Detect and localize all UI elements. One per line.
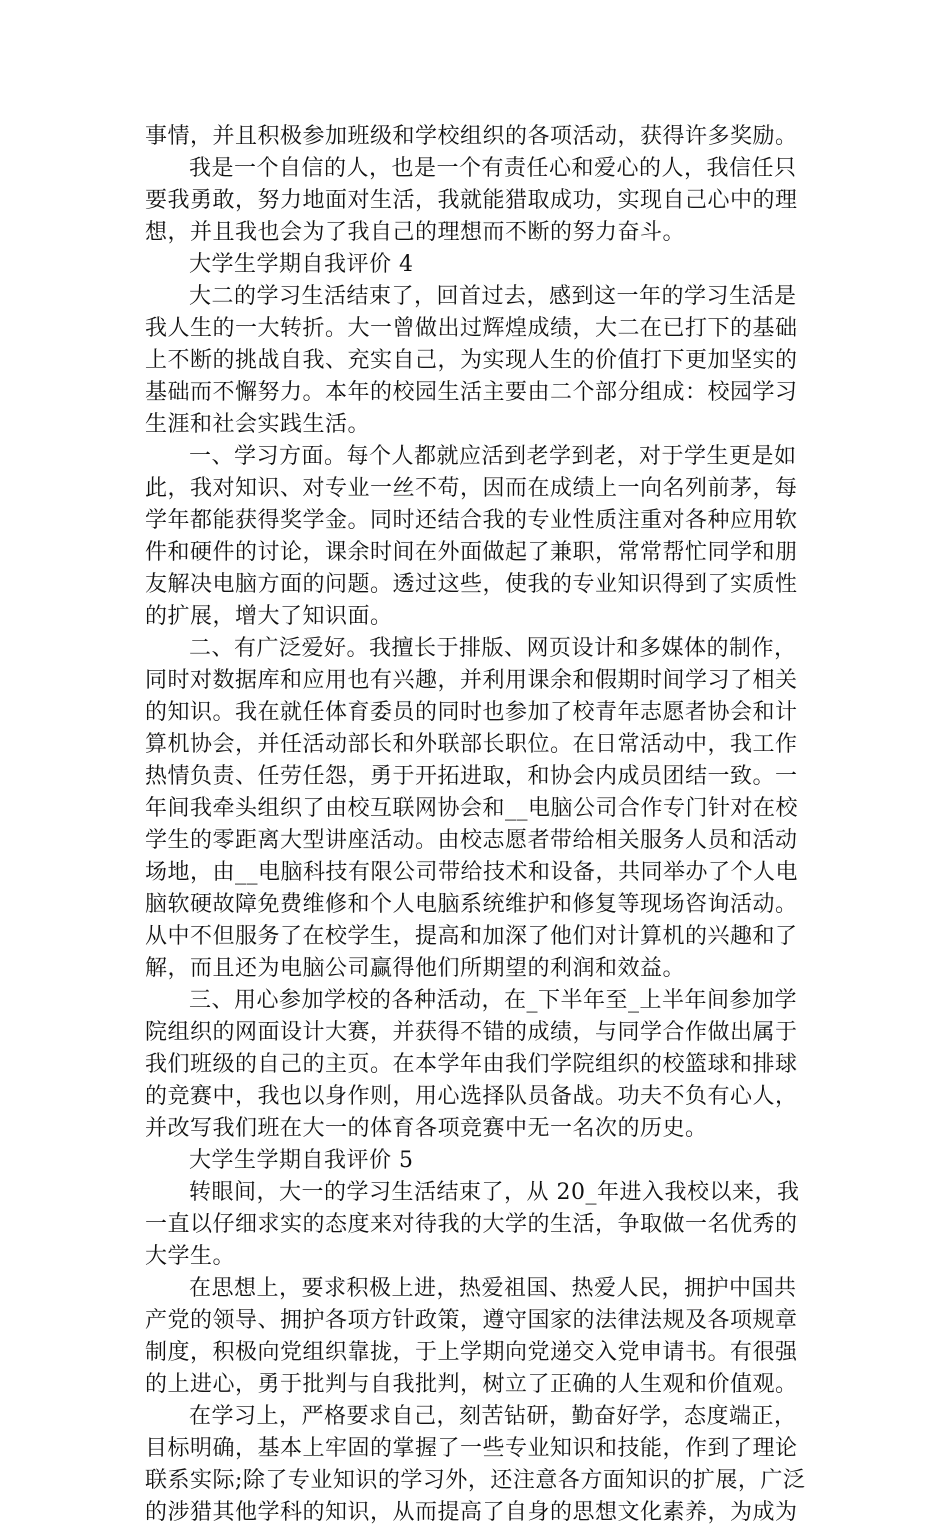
- text-line: 脑软硬故障免费维修和个人电脑系统维护和修复等现场咨询活动。: [145, 892, 798, 917]
- text-line: 联系实际;除了专业知识的学习外，还注意各方面知识的扩展，广泛: [145, 1468, 806, 1493]
- text-line: 的竞赛中，我也以身作则，用心选择队员备战。功夫不负有心人，: [145, 1084, 798, 1109]
- text-line: 学生的零距离大型讲座活动。由校志愿者带给相关服务人员和活动: [145, 828, 798, 853]
- text-line: 场地，由__电脑科技有限公司带给技术和设备，共同举办了个人电: [145, 860, 799, 885]
- text-line: 一、学习方面。每个人都就应活到老学到老，对于学生更是如: [189, 444, 797, 469]
- document-page: [145, 121, 805, 1529]
- section-heading: 大学生学期自我评价 4: [189, 252, 414, 277]
- text-line: 产党的领导、拥护各项方针政策，遵守国家的法律法规及各项规章: [145, 1308, 798, 1333]
- text-line: 一直以仔细求实的态度来对待我的大学的生活，争取做一名优秀的: [145, 1212, 798, 1237]
- text-line: 想，并且我也会为了我自己的理想而不断的努力奋斗。: [145, 220, 686, 245]
- text-line: 我人生的一大转折。大一曾做出过辉煌成绩，大二在已打下的基础: [145, 316, 798, 341]
- text-line: 我是一个自信的人，也是一个有责任心和爱心的人，我信任只: [189, 156, 797, 181]
- text-line: 上不断的挑战自我、充实自己，为实现人生的价值打下更加坚实的: [145, 348, 798, 373]
- section-heading: 大学生学期自我评价 5: [189, 1148, 414, 1173]
- text-line: 的涉猎其他学科的知识，从而提高了自身的思想文化素养，为成为: [145, 1500, 798, 1525]
- text-line: 要我勇敢，努力地面对生活，我就能猎取成功，实现自己心中的理: [145, 188, 798, 213]
- text-line: 事情，并且积极参加班级和学校组织的各项活动，获得许多奖励。: [145, 124, 798, 149]
- text-line: 的知识。我在就任体育委员的同时也参加了校青年志愿者协会和计: [145, 700, 798, 725]
- text-line: 目标明确，基本上牢固的掌握了一些专业知识和技能，作到了理论: [145, 1436, 798, 1461]
- text-line: 从中不但服务了在校学生，提高和加深了他们对计算机的兴趣和了: [145, 924, 798, 949]
- text-line: 基础而不懈努力。本年的校园生活主要由二个部分组成：校园学习: [145, 380, 798, 405]
- text-line: 院组织的网面设计大赛，并获得不错的成绩，与同学合作做出属于: [145, 1020, 798, 1045]
- text-line: 算机协会，并任活动部长和外联部长职位。在日常活动中，我工作: [145, 732, 798, 757]
- text-line: 生涯和社会实践生活。: [145, 412, 371, 437]
- text-line: 在学习上，严格要求自己，刻苦钻研，勤奋好学，态度端正，: [189, 1404, 797, 1429]
- text-line: 的扩展，增大了知识面。: [145, 604, 393, 629]
- text-line: 的上进心，勇于批判与自我批判，树立了正确的人生观和价值观。: [145, 1372, 798, 1397]
- text-line: 友解决电脑方面的问题。透过这些，使我的专业知识得到了实质性: [145, 572, 798, 597]
- text-line: 二、有广泛爱好。我擅长于排版、网页设计和多媒体的制作，: [189, 636, 797, 661]
- text-line: 并改写我们班在大一的体育各项竞赛中无一名次的历史。: [145, 1116, 708, 1141]
- text-line: 我们班级的自己的主页。在本学年由我们学院组织的校篮球和排球: [145, 1052, 798, 1077]
- text-line: 大学生。: [145, 1244, 236, 1269]
- text-line: 解，而且还为电脑公司赢得他们所期望的利润和效益。: [145, 956, 686, 981]
- text-line: 大二的学习生活结束了，回首过去，感到这一年的学习生活是: [189, 284, 797, 309]
- text-line: 件和硬件的讨论，课余时间在外面做起了兼职，常常帮忙同学和朋: [145, 540, 798, 565]
- text-line: 转眼间，大一的学习生活结束了，从 20_年进入我校以来，我: [189, 1180, 800, 1205]
- text-line: 年间我牵头组织了由校互联网协会和__电脑公司合作专门针对在校: [145, 796, 799, 821]
- text-line: 此，我对知识、对专业一丝不苟，因而在成绩上一向名列前茅，每: [145, 476, 798, 501]
- text-line: 在思想上，要求积极上进，热爱祖国、热爱人民，拥护中国共: [189, 1276, 797, 1301]
- text-line: 热情负责、任劳任怨，勇于开拓进取，和协会内成员团结一致。一: [145, 764, 798, 789]
- text-line: 三、用心参加学校的各种活动，在_下半年至_上半年间参加学: [189, 988, 798, 1013]
- text-line: 同时对数据库和应用也有兴趣，并利用课余和假期时间学习了相关: [145, 668, 798, 693]
- text-line: 制度，积极向党组织靠拢，于上学期向党递交入党申请书。有很强: [145, 1340, 798, 1365]
- text-line: 学年都能获得奖学金。同时还结合我的专业性质注重对各种应用软: [145, 508, 798, 533]
